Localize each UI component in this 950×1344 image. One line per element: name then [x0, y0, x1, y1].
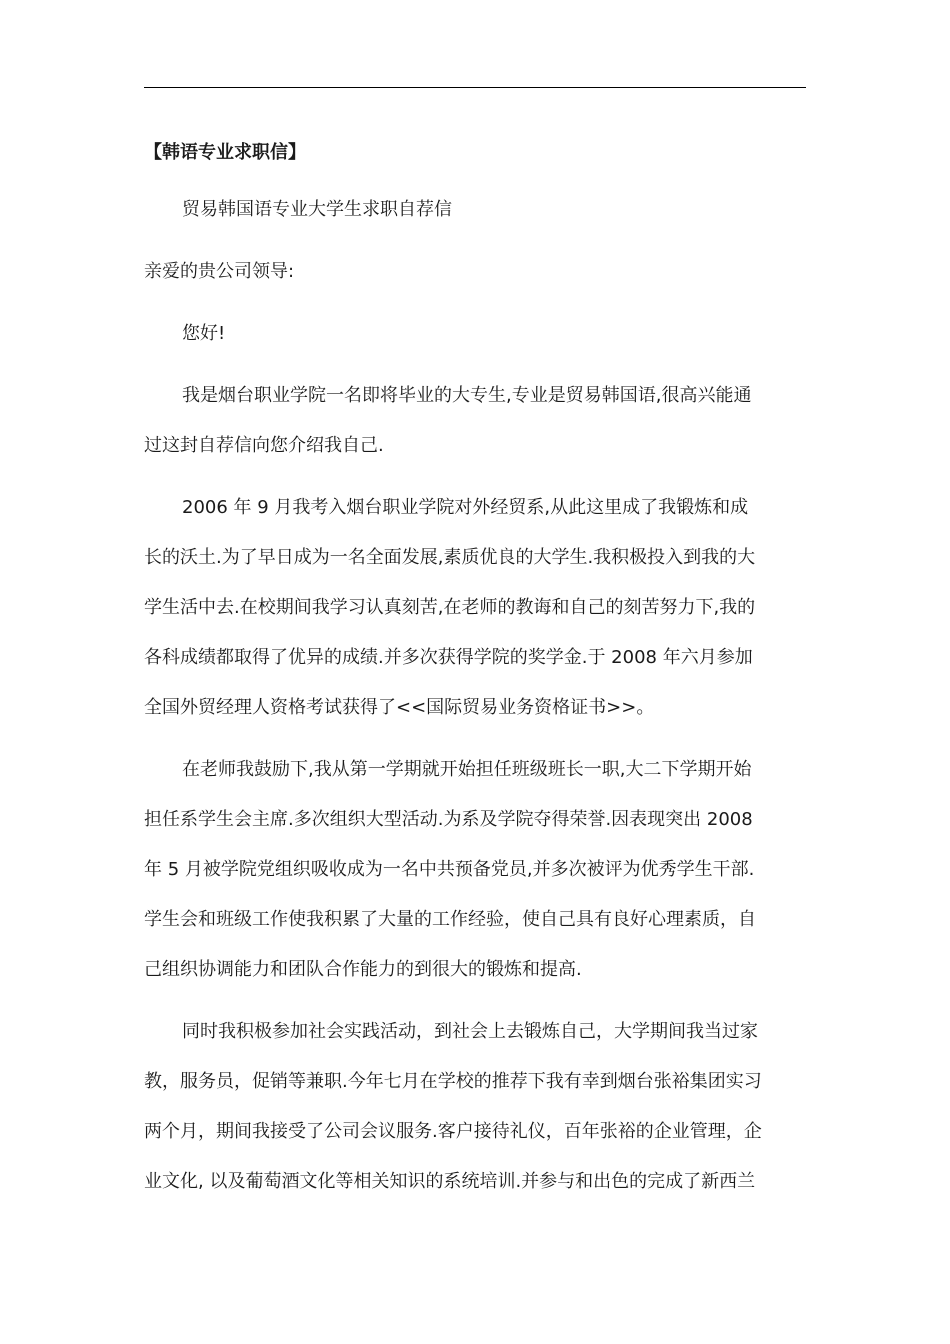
paragraph-intro: [144, 371, 800, 471]
document-body: [144, 133, 800, 1207]
paragraph-line: 过这封自荐信向您介绍我自己.: [144, 435, 384, 456]
paragraph-practice: [144, 1007, 800, 1207]
paragraph-line: 长的沃土.为了早日成为一名全面发展,素质优良的大学生.我积极投入到我的大: [144, 547, 756, 568]
paragraph-line: 在老师我鼓励下,我从第一学期就开始担任班级班长一职,大二下学期开始: [182, 759, 752, 780]
paragraph-line: 年 5 月被学院党组织吸收成为一名中共预备党员,并多次被评为优秀学生干部.: [144, 859, 755, 880]
document-heading: 【韩语专业求职信】: [144, 142, 306, 163]
paragraph-line: 2006 年 9 月我考入烟台职业学院对外经贸系,从此这里成了我锻炼和成: [182, 497, 749, 518]
paragraph-education: [144, 483, 800, 733]
document-subtitle: 贸易韩国语专业大学生求职自荐信: [182, 199, 452, 220]
paragraph-line: 担任系学生会主席.多次组织大型活动.为系及学院夺得荣誉.因表现突出 2008: [144, 809, 753, 830]
salutation: 亲爱的贵公司领导:: [144, 261, 295, 282]
paragraph-line: 各科成绩都取得了优异的成绩.并多次获得学院的奖学金.于 2008 年六月参加: [144, 647, 753, 668]
paragraph-line: 教，服务员，促销等兼职.今年七月在学校的推荐下我有幸到烟台张裕集团实习: [144, 1071, 762, 1092]
paragraph-line: 己组织协调能力和团队合作能力的到很大的锻炼和提高.: [144, 959, 582, 980]
paragraph-line: 我是烟台职业学院一名即将毕业的大专生,专业是贸易韩国语,很高兴能通: [182, 385, 752, 406]
paragraph-line: 学生活中去.在校期间我学习认真刻苦,在老师的教诲和自己的刻苦努力下,我的: [144, 597, 756, 618]
greeting: 您好!: [182, 323, 226, 344]
paragraph-line: 全国外贸经理人资格考试获得了<<国际贸易业务资格证书>>。: [144, 697, 655, 718]
paragraph-line: 学生会和班级工作使我积累了大量的工作经验，使自己具有良好心理素质，自: [144, 909, 756, 930]
paragraph-leadership: [144, 745, 800, 995]
paragraph-line: 业文化, 以及葡萄酒文化等相关知识的系统培训.并参与和出色的完成了新西兰: [144, 1171, 756, 1192]
paragraph-line: 同时我积极参加社会实践活动，到社会上去锻炼自己，大学期间我当过家: [182, 1021, 758, 1042]
header-rule: [144, 87, 806, 88]
paragraph-line: 两个月，期间我接受了公司会议服务.客户接待礼仪，百年张裕的企业管理，企: [144, 1121, 762, 1142]
